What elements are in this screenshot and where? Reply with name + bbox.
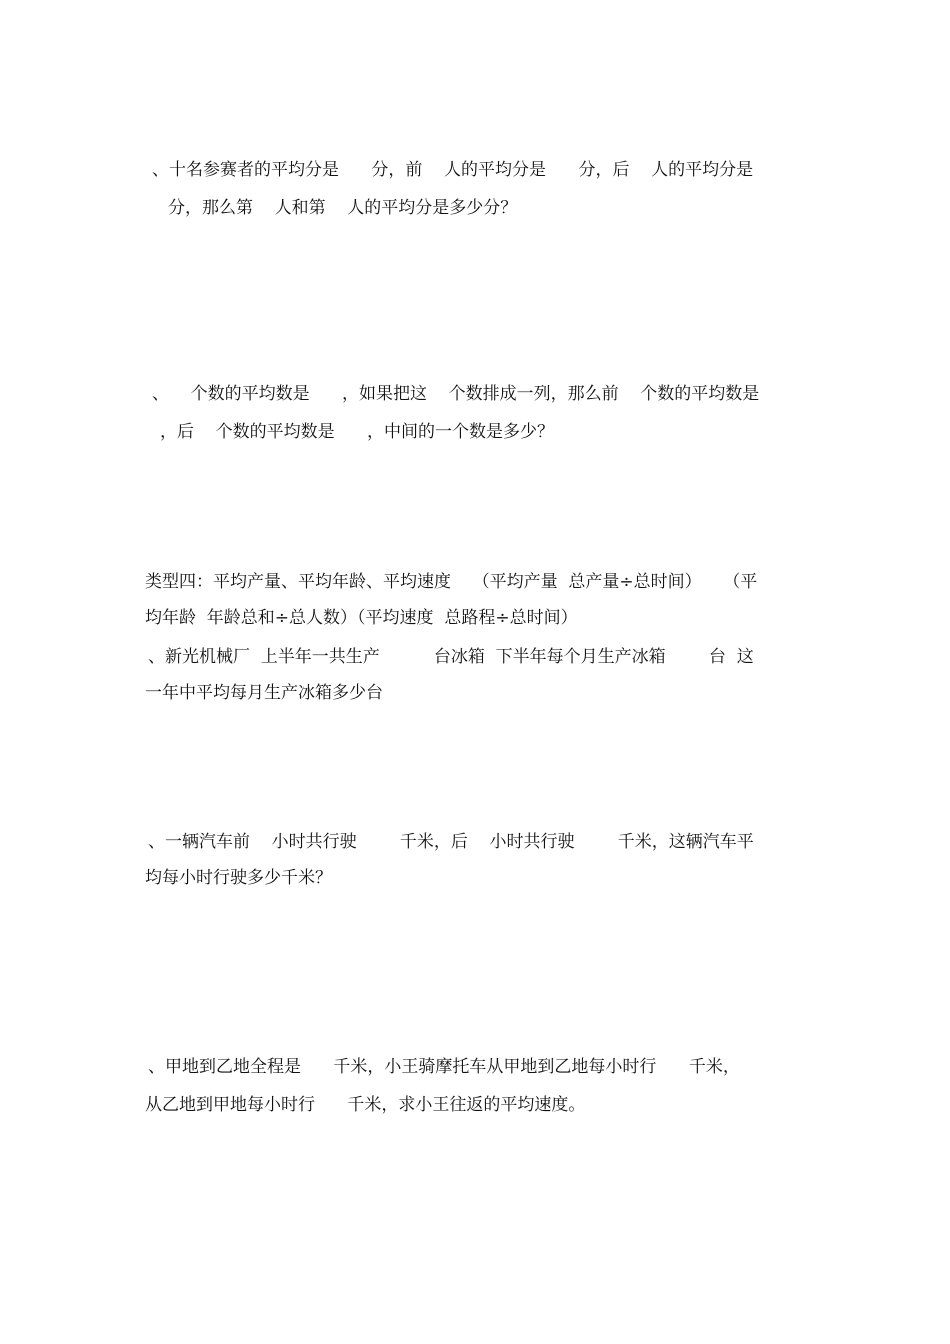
- section-4-heading-line-1: 类型四：平均产量、平均年龄、平均速度 （平均产量 总产量÷总时间） （平: [145, 572, 758, 592]
- problem-2-line-1: 、 个数的平均数是 ，如果把这 个数排成一列，那么前 个数的平均数是: [152, 384, 760, 404]
- problem-5-line-1: 、甲地到乙地全程是 千米，小王骑摩托车从甲地到乙地每小时行 千米，: [148, 1057, 740, 1077]
- problem-3-line-1: 、新光机械厂 上半年一共生产 台冰箱 下半年每个月生产冰箱 台 这: [148, 647, 754, 667]
- problem-5-line-2: 从乙地到甲地每小时行 千米，求小王往返的平均速度。: [145, 1095, 586, 1115]
- problem-4-line-1: 、一辆汽车前 小时共行驶 千米，后 小时共行驶 千米，这辆汽车平: [148, 832, 754, 852]
- problem-2-line-2: ，后 个数的平均数是 ，中间的一个数是多少？: [160, 422, 555, 442]
- problem-4-line-2: 均每小时行驶多少千米？: [145, 868, 332, 888]
- section-4-heading-line-2: 均年龄 年龄总和÷总人数）（平均速度 总路程÷总时间）: [145, 608, 578, 628]
- problem-3-line-2: 一年中平均每月生产冰箱多少台: [145, 683, 383, 703]
- problem-1-line-2: 分，那么第 人和第 人的平均分是多少分？: [168, 198, 518, 218]
- problem-1-line-1: 、十名参赛者的平均分是 分，前 人的平均分是 分，后 人的平均分是: [152, 160, 754, 180]
